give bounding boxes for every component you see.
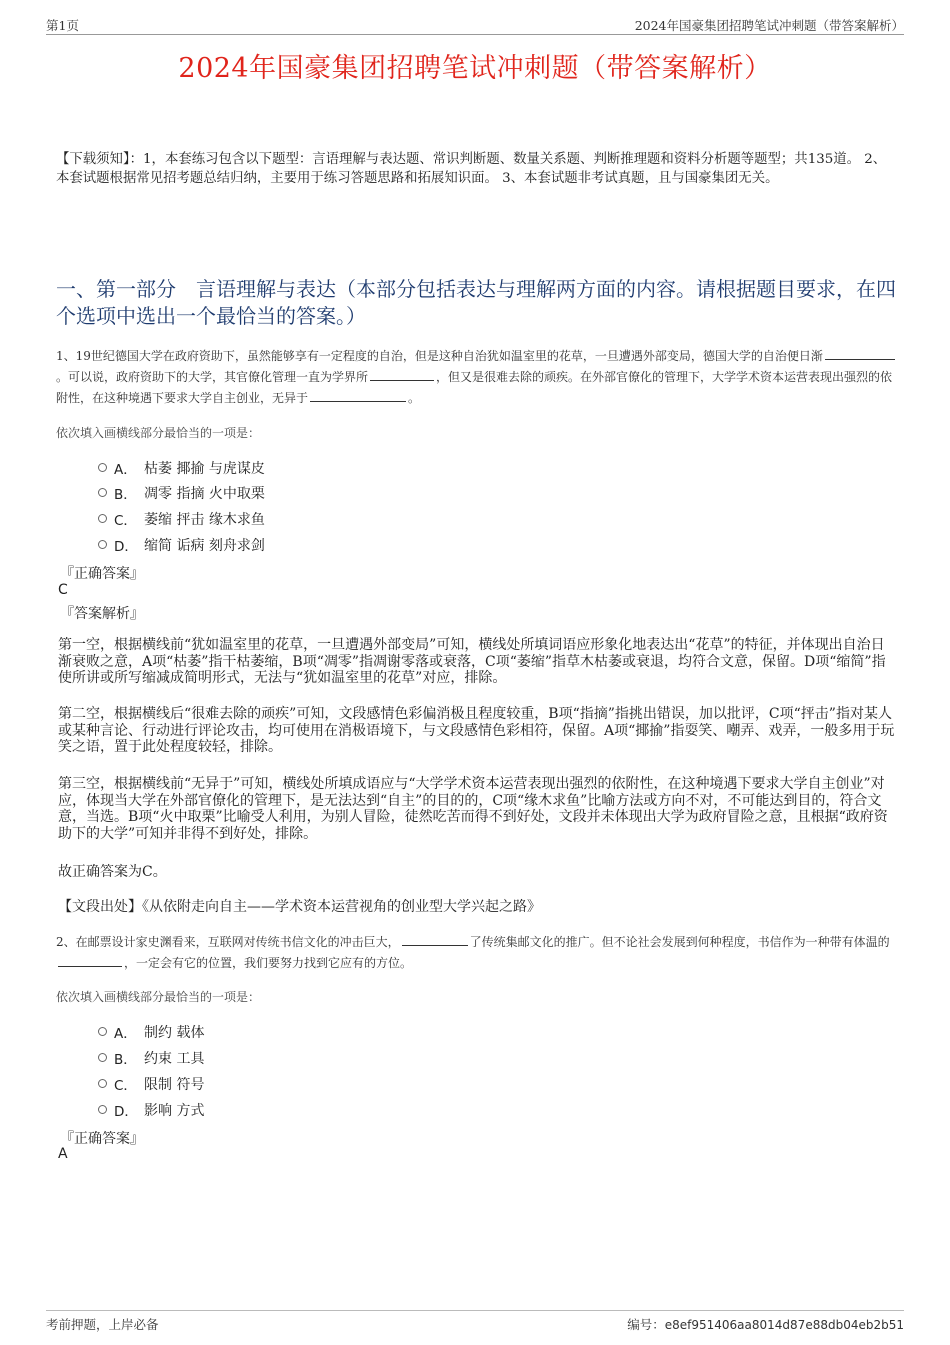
q1-analysis-paragraph-2: 第二空，根据横线后“很难去除的顽疾”可知，文段感情色彩偏消极且程度较重，B项“指摘”指挑出错误，加以批评，C项“抨击”指对某人或某种言论、行动进行评论攻击，均可使用在消极语境下，与文段感情色彩相符，保留。A项“揶揄”指耍笑、嘲弄、戏弄，一般多用于玩笑之语，置于此处程度较轻，排除。 <box>58 706 895 756</box>
radio-icon[interactable] <box>98 463 107 472</box>
radio-icon[interactable] <box>98 488 107 497</box>
radio-icon[interactable] <box>98 1079 107 1088</box>
option-text: 影响 方式 <box>144 1103 205 1119</box>
option-text: 限制 符号 <box>144 1077 205 1093</box>
option-letter: B． <box>114 1052 137 1068</box>
footer-code <box>627 1315 904 1333</box>
q1-blank-1 <box>825 347 895 360</box>
q1-analysis-paragraph-1: 第一空，根据横线前“犹如温室里的花草，一旦遭遇外部变局”可知，横线处所填词语应形象化地表达出“花草”的特征，并体现出自治日渐衰败之意，A项“枯萎”指干枯萎缩，B项“凋零”指凋谢零落或衰落，C项“萎缩”指草木枯萎或衰退，均符合文意，保留。D项“缩简”指使所讲或所写缩减成简明形式，无法与“犹如温室里的花草”对应，排除。 <box>58 637 886 687</box>
footer-slogan: 考前押题，上岸必备 <box>46 1317 159 1332</box>
option-letter: D． <box>114 539 138 555</box>
option-letter: A． <box>114 1026 137 1042</box>
document-title: 2024年国豪集团招聘笔试冲刺题（带答案解析） <box>178 53 772 84</box>
footer-code-label: 编号： <box>627 1317 665 1332</box>
q1-stem-part-c: ，但又是很难去除的顽疾。在外部官僚化的管理下，大学学术资本运营表现出强烈的依附性，在这种境遇下要求大学自主创业，无异于 <box>56 370 893 405</box>
page-header <box>46 14 904 35</box>
q2-instruction: 依次填入画横线部分最恰当的一项是： <box>56 990 261 1004</box>
option-letter: B． <box>114 487 137 503</box>
option-letter: D． <box>114 1104 138 1120</box>
option-text: 制约 载体 <box>144 1025 205 1041</box>
radio-icon[interactable] <box>98 1105 107 1114</box>
q1-analysis-paragraph-3: 第三空，根据横线前“无异于”可知，横线处所填成语应与“大学学术资本运营表现出强烈的依附性，在这种境遇下要求大学自主创业”对应，体现当大学在外部官僚化的管理下，是无法达到“自主”的目的的，C项“缘木求鱼”比喻方法或方向不对，不可能达到目的，符合文意，当选。B项“火中取栗”比喻受人利用，为别人冒险，徒然吃苦而得不到好处，文段并未体现出大学为政府冒险之意，且根据“政府资助下的大学”可知并非得不到好处，排除。 <box>58 776 888 842</box>
q2-answer-label: 『正确答案』 <box>60 1131 144 1147</box>
q1-instruction: 依次填入画横线部分最恰当的一项是： <box>56 426 261 440</box>
radio-icon[interactable] <box>98 1053 107 1062</box>
q1-stem-part-a: 1、19世纪德国大学在政府资助下，虽然能够享有一定程度的自治，但是这种自治犹如温室里的花草，一旦遭遇外部变局，德国大学的自治便日渐 <box>56 349 823 363</box>
q2-blank-2 <box>58 954 122 967</box>
footer-code-value: e8ef951406aa8014d87e88db04eb2b51 <box>664 1318 904 1332</box>
option-letter: C． <box>114 513 137 529</box>
page-number: 第1页 <box>46 18 79 33</box>
q2-stem-part-a: 2、在邮票设计家史渊看来，互联网对传统书信文化的冲击巨大， <box>56 935 400 949</box>
q2-stem-part-b: 了传统集邮文化的推广。但不论社会发展到何种程度，书信作为一种带有体温的 <box>469 935 890 949</box>
q1-source: 【文段出处】《从依附走向自主——学术资本运营视角的创业型大学兴起之路》 <box>58 899 541 915</box>
radio-icon[interactable] <box>98 540 107 549</box>
q2-blank-1 <box>402 933 468 946</box>
q1-blank-2 <box>370 368 434 381</box>
q2-answer: A <box>58 1146 68 1162</box>
download-notice: 【下载须知】：1，本套练习包含以下题型：言语理解与表达题、常识判断题、数量关系题、判断推理题和资料分析题等题型；共135道。 2、本套试题根据常见招考题总结归纳，主要用于练习答题思路和拓展知识面。 3、本套试题非考试真题，且与国豪集团无关。 <box>56 152 887 186</box>
option-text: 枯萎 揶揄 与虎谋皮 <box>144 461 265 477</box>
question-1-stem <box>56 346 898 409</box>
option-text: 凋零 指摘 火中取栗 <box>144 486 265 502</box>
header-doc-title: 2024年国豪集团招聘笔试冲刺题（带答案解析） <box>634 18 904 33</box>
q1-stem-part-b: 。可以说，政府资助下的大学，其官僚化管理一直为学界所 <box>56 370 369 384</box>
q2-stem-part-c: ，一定会有它的位置，我们要努力找到它应有的方位。 <box>124 956 413 970</box>
q1-stem-part-d: 。 <box>408 391 421 405</box>
q1-analysis-conclusion: 故正确答案为C。 <box>58 864 167 880</box>
option-text: 缩简 诟病 刻舟求剑 <box>144 538 265 554</box>
q1-answer: C <box>58 582 68 598</box>
q1-answer-label: 『正确答案』 <box>60 566 144 582</box>
radio-icon[interactable] <box>98 514 107 523</box>
radio-icon[interactable] <box>98 1027 107 1036</box>
q1-analysis-label: 『答案解析』 <box>60 606 144 622</box>
option-letter: C． <box>114 1078 137 1094</box>
option-letter: A． <box>114 462 137 478</box>
q1-blank-3 <box>310 389 406 402</box>
option-text: 萎缩 抨击 缘木求鱼 <box>144 512 265 528</box>
page-footer <box>46 1310 904 1333</box>
option-text: 约束 工具 <box>144 1051 205 1067</box>
question-2-stem <box>56 932 898 974</box>
section-heading: 一、第一部分 言语理解与表达（本部分包括表达与理解两方面的内容。请根据题目要求，在四个选项中选出一个最恰当的答案。） <box>56 277 896 328</box>
